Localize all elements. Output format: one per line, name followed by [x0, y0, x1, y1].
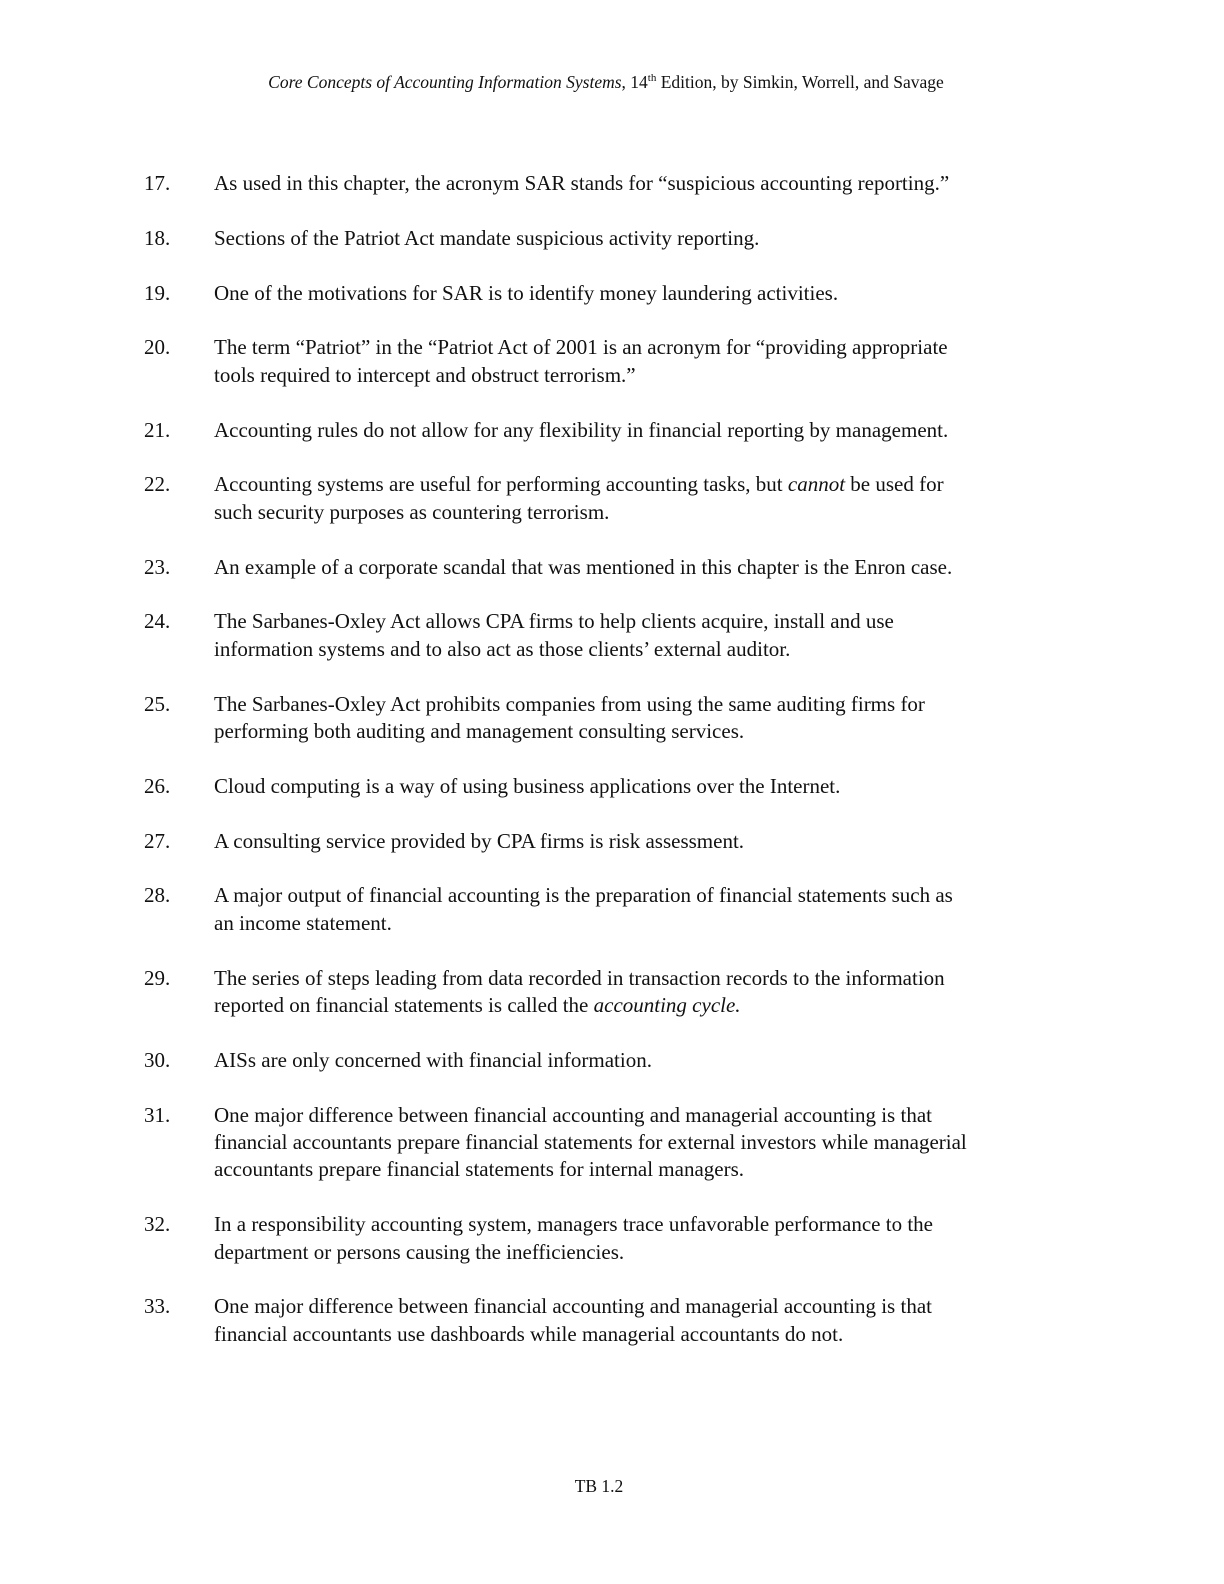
text-segment: One of the motivations for SAR is to identify money laundering activities.: [214, 280, 839, 305]
question-text: [214, 965, 1224, 1020]
text-line: [214, 471, 1224, 498]
text-segment: be used for: [845, 472, 944, 497]
question-text: [214, 417, 1224, 444]
text-segment: AISs are only concerned with financial information.: [214, 1047, 652, 1072]
page-number: TB 1.2: [574, 1476, 624, 1496]
book-title: Core Concepts of Accounting Information Systems: [268, 72, 622, 92]
question-item: [0, 1211, 1224, 1266]
question-number: 26.: [144, 773, 171, 798]
question-item: [0, 225, 1224, 252]
text-segment: A consulting service provided by CPA firms is risk assessment.: [214, 828, 745, 853]
question-item: [0, 882, 1224, 937]
question-text: [214, 691, 1224, 746]
edition-authors: Edition, by Simkin, Worrell, and Savage: [656, 72, 944, 92]
text-segment: Sections of the Patriot Act mandate suspicious activity reporting.: [214, 225, 760, 250]
question-number: 18.: [144, 225, 171, 250]
text-segment: tools required to intercept and obstruct terrorism.”: [214, 362, 636, 387]
question-text: [214, 1293, 1224, 1348]
text-segment: reported on financial statements is called the: [214, 993, 594, 1017]
text-segment: As used in this chapter, the acronym SAR stands for “suspicious accounting reporting.”: [214, 171, 950, 195]
question-number: 30.: [144, 1047, 171, 1072]
question-item: [0, 471, 1224, 526]
question-text: [214, 334, 1224, 389]
text-segment: The term “Patriot” in the “Patriot Act of 2001 is an acronym for “providing appropriate: [214, 335, 948, 360]
emphasized-text: accounting cycle.: [593, 993, 741, 1017]
text-segment: Cloud computing is a way of using business applications over the Internet.: [214, 773, 841, 798]
text-line: [214, 828, 1224, 855]
edition-superscript: th: [647, 72, 657, 84]
text-line: [214, 910, 1224, 937]
question-text: [214, 225, 1224, 252]
text-line: [214, 882, 1224, 909]
text-segment: accountants prepare financial statements for internal managers.: [214, 1157, 745, 1182]
question-list: [0, 170, 1224, 1376]
text-line: [214, 170, 1224, 197]
text-segment: performing both auditing and management consulting services.: [214, 719, 745, 743]
question-number: 21.: [144, 417, 171, 442]
text-line: [214, 362, 1224, 389]
question-number: 20.: [144, 335, 171, 360]
text-segment: The series of steps leading from data recorded in transaction records to the information: [214, 965, 945, 990]
text-segment: department or persons causing the inefficiencies.: [214, 1239, 625, 1264]
text-segment: financial accountants prepare financial statements for external investors while managerial: [214, 1130, 967, 1154]
question-number: 22.: [144, 472, 171, 497]
question-item: [0, 280, 1224, 307]
text-line: [214, 1321, 1224, 1348]
text-line: [214, 554, 1224, 581]
text-segment: Accounting systems are useful for performing accounting tasks, but: [214, 472, 788, 497]
question-text: [214, 1102, 1224, 1184]
question-number: 33.: [144, 1294, 171, 1319]
question-item: [0, 608, 1224, 663]
text-line: [214, 1102, 1224, 1129]
question-text: [214, 280, 1224, 307]
text-segment: such security purposes as countering terrorism.: [214, 499, 610, 524]
text-segment: One major difference between financial accounting and managerial accounting is that: [214, 1294, 932, 1319]
question-text: [214, 1211, 1224, 1266]
question-item: [0, 170, 1224, 197]
question-number: 23.: [144, 554, 171, 579]
question-number: 29.: [144, 965, 171, 990]
text-line: [214, 718, 1224, 745]
text-line: [214, 691, 1224, 718]
text-line: [214, 417, 1224, 444]
question-number: 32.: [144, 1212, 171, 1237]
text-line: [214, 499, 1224, 526]
text-segment: In a responsibility accounting system, managers trace unfavorable performance to the: [214, 1212, 933, 1237]
question-number: 25.: [144, 691, 171, 716]
question-text: [214, 1047, 1224, 1074]
question-text: [214, 554, 1224, 581]
question-item: [0, 554, 1224, 581]
text-segment: The Sarbanes-Oxley Act prohibits companies from using the same auditing firms for: [214, 691, 925, 716]
question-item: [0, 1047, 1224, 1074]
question-item: [0, 691, 1224, 746]
question-number: 24.: [144, 609, 171, 634]
text-line: [214, 1129, 1224, 1156]
text-segment: information systems and to also act as those clients’ external auditor.: [214, 636, 791, 661]
text-segment: A major output of financial accounting is the preparation of financial statements such as: [214, 883, 953, 908]
text-line: [214, 1156, 1224, 1183]
text-line: [214, 225, 1224, 252]
text-line: [214, 1211, 1224, 1238]
text-segment: an income statement.: [214, 910, 392, 935]
text-line: [214, 992, 1224, 1019]
question-number: 28.: [144, 883, 171, 908]
question-text: [214, 608, 1224, 663]
text-segment: The Sarbanes-Oxley Act allows CPA firms to help clients acquire, install and use: [214, 609, 894, 634]
question-item: [0, 1293, 1224, 1348]
question-text: [214, 828, 1224, 855]
text-line: [214, 1293, 1224, 1320]
question-item: [0, 1102, 1224, 1184]
running-header: [0, 72, 1212, 93]
question-number: 19.: [144, 280, 171, 305]
text-line: [214, 965, 1224, 992]
question-item: [0, 334, 1224, 389]
question-number: 27.: [144, 828, 171, 853]
text-segment: Accounting rules do not allow for any flexibility in financial reporting by management.: [214, 417, 949, 442]
question-item: [0, 773, 1224, 800]
text-line: [214, 280, 1224, 307]
text-line: [214, 636, 1224, 663]
text-line: [214, 1047, 1224, 1074]
edition-prefix: , 14: [621, 72, 648, 92]
question-item: [0, 828, 1224, 855]
question-number: 17.: [144, 171, 171, 195]
text-line: [214, 608, 1224, 635]
question-text: [214, 170, 1224, 197]
text-segment: financial accountants use dashboards while managerial accountants do not.: [214, 1321, 844, 1346]
text-segment: An example of a corporate scandal that was mentioned in this chapter is the Enron case.: [214, 554, 953, 579]
text-segment: One major difference between financial accounting and managerial accounting is that: [214, 1102, 932, 1127]
text-line: [214, 1239, 1224, 1266]
question-text: [214, 882, 1224, 937]
emphasized-text: cannot: [787, 472, 846, 497]
question-item: [0, 417, 1224, 444]
text-line: [214, 334, 1224, 361]
question-number: 31.: [144, 1102, 171, 1127]
question-text: [214, 773, 1224, 800]
question-text: [214, 471, 1224, 526]
question-item: [0, 965, 1224, 1020]
text-line: [214, 773, 1224, 800]
